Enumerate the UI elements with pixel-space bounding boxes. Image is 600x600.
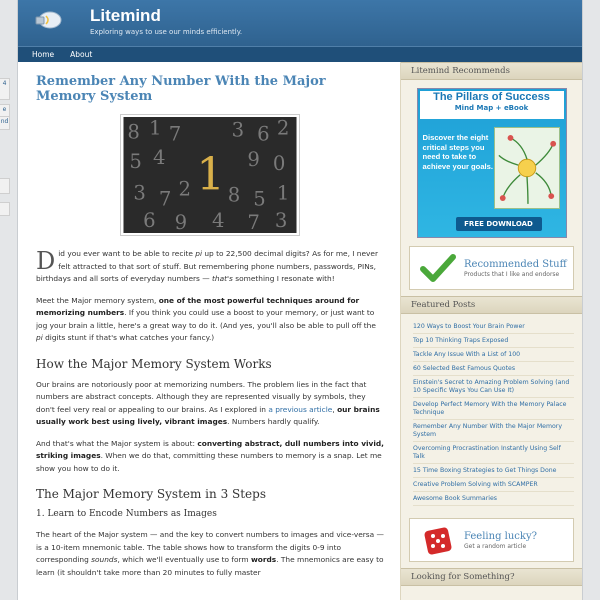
svg-text:4: 4 [211,209,225,233]
search-heading: Looking for Something? [401,568,582,586]
intro-paragraph: Did you ever want to be able to recite pi up to 22,500 decimal digits? As for me, I never felt attracted to that sort of stuff. But remembering phone numbers, passwords, PINs, birthdays and all sorts of everyday numbers — that's something I resonate with! [36,247,378,283]
nav-bar [18,46,582,62]
numbers-image [123,117,297,233]
recommends-heading: Litemind Recommends [401,62,582,80]
nav-home[interactable]: Home [32,50,55,59]
heading-three-steps: The Major Memory System in 3 Steps [36,487,266,501]
recommended-stuff-link[interactable] [409,246,574,290]
svg-text:5: 5 [129,150,142,174]
svg-text:1: 1 [196,147,226,201]
ad-title: The Pillars of Success [433,91,550,103]
sidebar [400,62,582,600]
featured-post-link[interactable]: Overcoming Procrastination Instantly Using Self Talk [413,442,574,464]
paragraph-converting: And that's what the Major system is about: converting abstract, dull numbers into vivid, striking images. When we do that, committing these numbers to memory is a snap. Let me show you how to do it. [36,438,384,473]
svg-text:8: 8 [127,120,140,144]
recommended-subtitle: Products that I like and endorse [464,270,560,278]
feeling-lucky-link[interactable] [409,518,574,562]
nav-about[interactable]: About [70,50,93,59]
paragraph-brains: Our brains are notoriously poor at memorizing numbers. The problem lies in the fact that numbers are abstract concepts. Although they are represented visually by symbols, they don't feel very real or appealing to our brains. As I explored in a previous article, our brains usually work best using lively, vibrant images. Numbers hardly qualify. [36,379,380,426]
featured-post-link[interactable]: 60 Selected Best Famous Quotes [413,362,574,376]
page-wrapper [18,0,582,600]
previous-article-link[interactable]: a previous article [268,404,333,414]
free-download-button[interactable]: FREE DOWNLOAD [456,217,542,231]
peek-tab-blank[interactable] [0,178,10,194]
featured-posts-heading: Featured Posts [401,296,582,314]
pillars-ad-banner[interactable] [417,88,567,238]
ad-header [420,91,564,119]
peek-tab[interactable]: e [0,104,10,120]
site-header [18,0,582,46]
peek-tab[interactable]: 4 [0,78,10,100]
featured-post-link[interactable]: 15 Time Boxing Strategies to Get Things Done [413,464,574,478]
lucky-title: Feeling lucky? [464,530,537,542]
dropcap: D [36,247,56,275]
featured-posts-list [401,314,582,512]
ad-subtitle: Mind Map + eBook [454,104,529,112]
featured-post-link[interactable]: 120 Ways to Boost Your Brain Power [413,320,574,334]
svg-text:9: 9 [247,148,260,172]
peek-tab-blank[interactable] [0,202,10,216]
svg-text:7: 7 [168,122,182,146]
paragraph-major-system: Meet the Major memory system, one of the most powerful techniques around for memorizing numbers. If you think you could use a boost to your memory, or just want to jog your brain a little, here's a great way to do it. (And yes, you'll also be able to pull off the pi digits stunt if that's what catches your fancy.) [36,295,376,342]
svg-text:0: 0 [272,152,286,176]
dice-icon [420,523,456,557]
featured-post-link[interactable]: Remember Any Number With the Major Memory System [413,420,574,442]
featured-post-link[interactable]: Tackle Any Issue With a List of 100 [413,348,574,362]
svg-text:1: 1 [276,181,290,205]
svg-text:5: 5 [253,187,266,211]
svg-text:3: 3 [274,209,288,233]
featured-post-link[interactable]: Develop Perfect Memory With the Memory Palace Technique [413,398,574,420]
paragraph-mnemonic-table: The heart of the Major system — and the key to convert numbers to images and vice-versa — is a 10-item mnemonic table. The table shows how to transform the digits 0-9 into corresponding sounds, which we'll eventually use to form words. The mnemonics are easy to learn (it shouldn't take more than 20 minutes to fully master [36,530,384,577]
lucky-subtitle: Get a random article [464,542,527,550]
heading-how-it-works: How the Major Memory System Works [36,356,272,371]
post-title[interactable]: Remember Any Number With the Major Memory System [36,74,326,104]
featured-post-link[interactable]: Top 10 Thinking Traps Exposed [413,334,574,348]
mind-map-image [494,127,560,209]
lightbulb-logo-icon[interactable] [32,6,64,38]
svg-text:2: 2 [276,117,290,140]
featured-post-link[interactable]: Awesome Book Summaries [413,492,574,506]
site-tagline: Exploring ways to use our minds efficiently. [90,28,243,36]
hero-image [120,114,300,236]
svg-text:6: 6 [143,209,156,233]
featured-post-link[interactable]: Einstein's Secret to Amazing Problem Solving (and 10 Specific Ways You Can Use It) [413,376,574,398]
recommended-title: Recommended Stuff [464,258,567,270]
main-content [36,62,392,600]
svg-text:7: 7 [247,211,260,233]
svg-text:8: 8 [227,183,241,207]
svg-text:9: 9 [174,211,188,233]
site-title[interactable]: Litemind [90,6,161,25]
peek-tab[interactable]: nd [0,116,10,130]
featured-post-link[interactable]: Creative Problem Solving with SCAMPER [413,478,574,492]
svg-text:3: 3 [231,118,245,142]
svg-text:1: 1 [149,117,162,140]
heading-step-one: 1. Learn to Encode Numbers as Images [36,509,217,519]
ad-text: Discover the eight critical steps you need to take to achieve your goals. [422,133,493,171]
checkmark-icon [420,253,456,283]
svg-text:3: 3 [133,181,146,205]
svg-text:2: 2 [178,177,192,201]
left-edge-tabs [0,62,18,222]
svg-text:7: 7 [158,187,172,211]
svg-text:6: 6 [257,122,270,146]
svg-text:4: 4 [152,146,166,170]
